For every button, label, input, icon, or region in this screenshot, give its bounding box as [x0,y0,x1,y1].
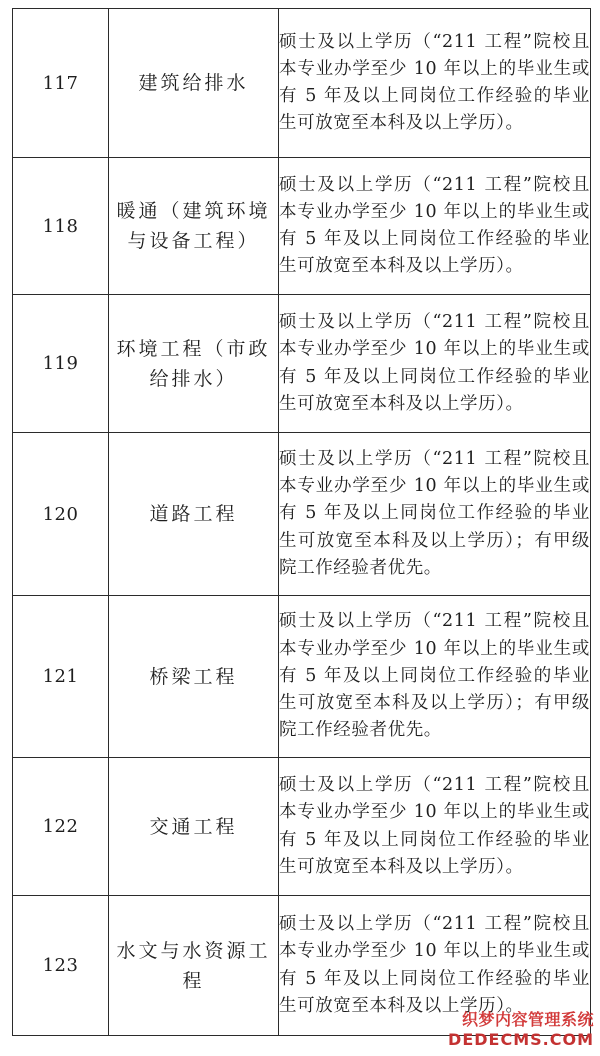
major-name: 道路工程 [109,433,279,596]
position-number: 122 [13,758,109,896]
table-row [13,596,591,758]
watermark-text-cn: 织梦内容管理系统 [461,1010,594,1029]
requirement-text: 硕士及以上学历（“211 工程”院校且本专业办学至少 10 年以上的毕业生或有 5 年及以上同岗位工作经验的毕业生可放宽至本科及以上学历）。 [279,158,591,295]
major-name: 建筑给排水 [109,9,279,158]
major-name: 环境工程（市政给排水） [109,295,279,433]
requirement-text: 硕士及以上学历（“211 工程”院校且本专业办学至少 10 年以上的毕业生或有 5 年及以上同岗位工作经验的毕业生可放宽至本科及以上学历）。 [279,9,591,158]
requirement-text: 硕士及以上学历（“211 工程”院校且本专业办学至少 10 年以上的毕业生或有 5 年及以上同岗位工作经验的毕业生可放宽至本科及以上学历）。 [279,896,591,1036]
recruitment-table [12,8,591,1036]
table-row [13,158,591,295]
site-watermark [448,1010,594,1050]
major-name: 水文与水资源工程 [109,896,279,1036]
requirement-text: 硕士及以上学历（“211 工程”院校且本专业办学至少 10 年以上的毕业生或有 5 年及以上同岗位工作经验的毕业生可放宽至本科及以上学历）。 [279,295,591,433]
position-number: 117 [13,9,109,158]
table-row [13,433,591,596]
major-name: 暖通（建筑环境与设备工程） [109,158,279,295]
table-row [13,295,591,433]
major-name: 桥梁工程 [109,596,279,758]
requirement-text: 硕士及以上学历（“211 工程”院校且本专业办学至少 10 年以上的毕业生或有 5 年及以上同岗位工作经验的毕业生可放宽至本科及以上学历）；有甲级院工作经验者优先。 [279,433,591,596]
requirement-text: 硕士及以上学历（“211 工程”院校且本专业办学至少 10 年以上的毕业生或有 5 年及以上同岗位工作经验的毕业生可放宽至本科及以上学历）；有甲级院工作经验者优先。 [279,596,591,758]
position-number: 123 [13,896,109,1036]
watermark-text-en: DEDECMS.COM [448,1030,594,1049]
major-name: 交通工程 [109,758,279,896]
position-number: 121 [13,596,109,758]
position-number: 120 [13,433,109,596]
position-number: 118 [13,158,109,295]
position-number: 119 [13,295,109,433]
requirement-text: 硕士及以上学历（“211 工程”院校且本专业办学至少 10 年以上的毕业生或有 5 年及以上同岗位工作经验的毕业生可放宽至本科及以上学历）。 [279,758,591,896]
table-row [13,758,591,896]
table-row [13,9,591,158]
